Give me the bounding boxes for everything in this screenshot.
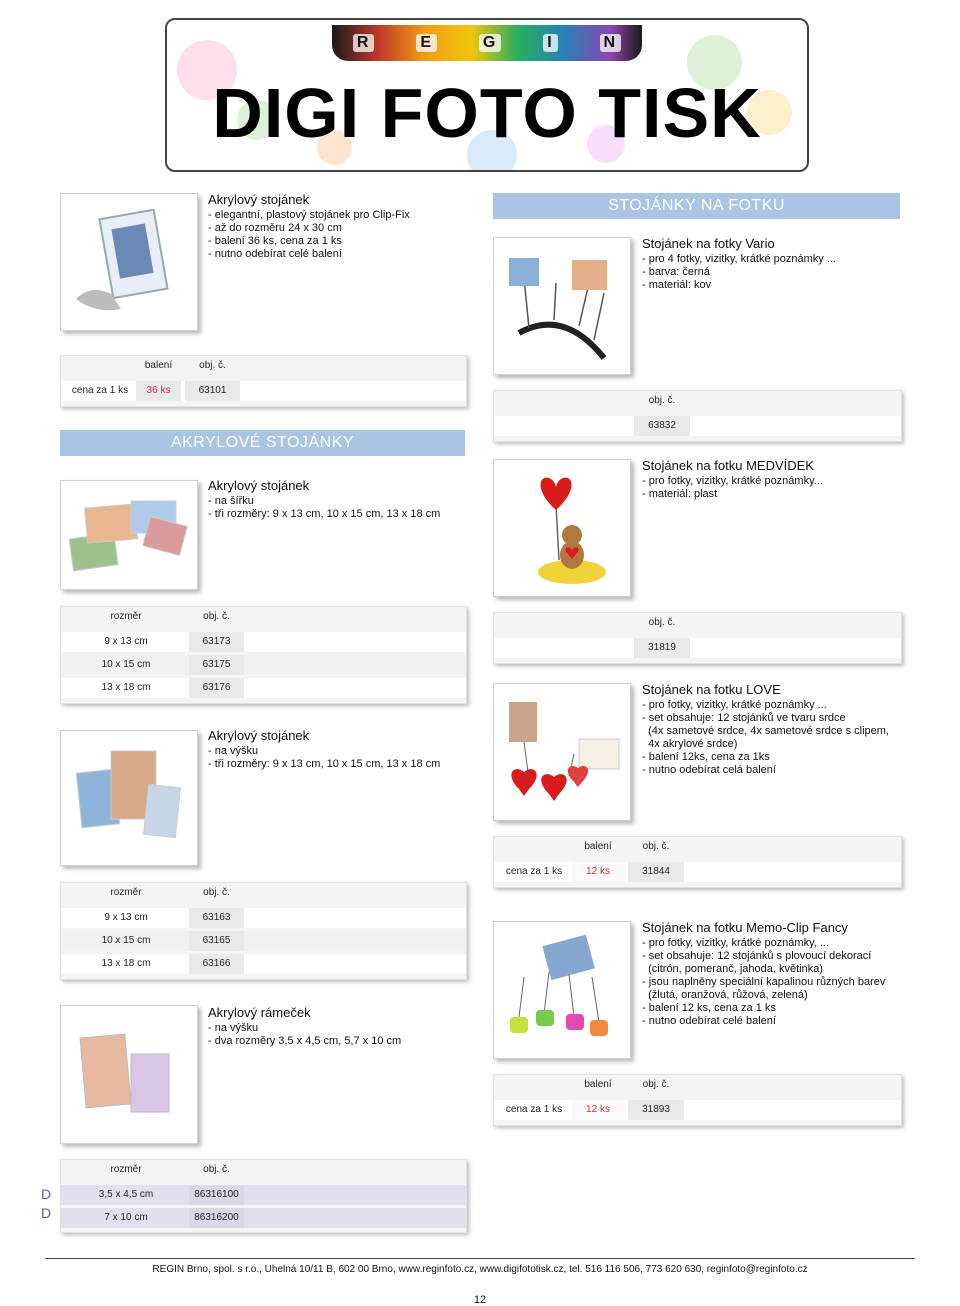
product-line: - tři rozměry: 9 x 13 cm, 10 x 15 cm, 13 x 18 cm [208,758,441,770]
pack-size: 36 ks [136,381,181,401]
product-line: - elegantní, plastový stojánek pro Clip-Fix [208,209,410,221]
product-clip-fix-text [208,192,488,261]
order-number: 63166 [189,954,244,974]
brand-letter: G [479,34,501,52]
table-row [61,1208,466,1228]
product-line: - pro fotky, vizitky, krátké poznámky... [642,475,823,487]
product-line: - nutno odebírat celé balení [208,248,342,260]
order-number: 86316100 [189,1185,244,1205]
table-header: balení [584,1079,612,1090]
order-number: 63163 [189,908,244,928]
product-title: Stojánek na fotku LOVE [642,682,781,697]
table-memo-clip [493,1074,902,1126]
table-header: obj. č. [199,360,226,371]
table-row [61,954,466,974]
brand-letter: I [543,34,557,52]
product-memo-clip-text [642,920,922,1028]
product-line: - pro fotky, vizitky, krátké poznámky ... [642,699,827,711]
table-header: obj. č. [642,841,670,852]
product-line: - balení 36 ks, cena za 1 ks [208,235,342,247]
product-title: Akrylový stojánek [208,192,310,207]
product-image-portrait-stand [60,730,198,866]
table-header: obj. č. [648,617,676,628]
size-cell: 9 x 13 cm [104,912,148,923]
footer-divider [45,1258,915,1259]
page-number: 12 [473,1294,487,1306]
table-row [61,678,466,698]
size-cell: 13 x 18 cm [101,682,151,693]
product-title: Stojánek na fotku Memo-Clip Fancy [642,920,848,935]
product-title: Akrylový rámeček [208,1005,311,1020]
table-row [61,655,466,675]
table-row [494,638,901,658]
order-number: 63173 [189,632,244,652]
product-line: - set obsahuje: 12 stojánků ve tvaru srdce [642,712,846,724]
table-row [494,862,901,882]
table-medvidek [493,612,902,664]
product-love-text [642,682,912,777]
product-line: - jsou naplněny speciální kapalinou různých barev [642,976,886,988]
row-label: cena za 1 ks [71,385,129,396]
product-line: 4x akrylové srdce) [642,738,738,750]
table-header: obj. č. [203,611,230,622]
product-line: - nutno odebírat celé balení [642,1015,776,1027]
row-label: cena za 1 ks [505,1104,563,1115]
product-line: (4x sametové srdce, 4x sametové srdce s clipem, [642,725,889,737]
product-line: - pro fotky, vizitky, krátké poznámky, ... [642,937,830,949]
product-title: Stojánek na fotku MEDVÍDEK [642,458,814,473]
table-header: obj. č. [648,395,676,406]
product-image-vario [493,237,631,375]
table-row [61,381,466,401]
product-line: - nutno odebírat celá balení [642,764,776,776]
table-landscape-stand [60,606,467,704]
pack-size: 12 ks [572,1100,624,1120]
size-cell: 7 x 10 cm [104,1212,148,1223]
product-line: - na výšku [208,1022,259,1034]
product-line: - balení 12ks, cena za 1ks [642,751,770,763]
table-header: balení [584,841,612,852]
product-vario-text [642,236,912,292]
table-header: rozměr [110,1164,142,1175]
section-header-stojanky-na-fotku: STOJÁNKY NA FOTKU [493,193,900,219]
product-line: - na šířku [208,495,254,507]
product-title: Akrylový stojánek [208,478,310,493]
table-header: obj. č. [642,1079,670,1090]
table-row [61,908,466,928]
size-cell: 10 x 15 cm [101,659,151,670]
product-line: - až do rozměru 24 x 30 cm [208,222,342,234]
brand-letter: N [600,34,622,52]
product-image-memo-clip [493,921,631,1059]
product-landscape-text [208,478,488,521]
product-line: - materiál: plast [642,488,718,500]
product-portrait-text [208,728,488,771]
table-header: rozměr [110,887,142,898]
product-line: - set obsahuje: 12 stojánků s plovoucí dekorací [642,950,872,962]
product-title: Akrylový stojánek [208,728,310,743]
table-clip-fix [60,355,467,407]
table-vario [493,390,902,442]
order-number: 86316200 [189,1208,244,1228]
product-frame-text [208,1005,488,1048]
pack-size: 12 ks [572,862,624,882]
order-number: 31893 [628,1100,684,1120]
order-number: 63176 [189,678,244,698]
product-line: (citrón, pomeranč, jahoda, květinka) [642,963,823,975]
product-image-acrylic-frame [60,1005,198,1144]
banner-title: DIGI FOTO TISK [212,74,762,152]
product-line: - balení 12 ks, cena za 1 ks [642,1002,776,1014]
product-image-love [493,683,631,821]
brand-letter: E [416,34,437,52]
order-number: 31819 [634,638,690,658]
order-number: 63832 [634,416,690,436]
table-header: rozměr [110,611,142,622]
table-row [61,1185,466,1205]
table-acrylic-frame [60,1159,467,1233]
section-header-akrylove-stojanky: AKRYLOVÉ STOJÁNKY [60,430,465,456]
product-image-clip-fix-stand [60,193,198,331]
product-image-medvidek [493,459,631,597]
row-label: cena za 1 ks [505,866,563,877]
size-cell: 13 x 18 cm [101,958,151,969]
table-row [61,632,466,652]
product-title: Stojánek na fotky Vario [642,236,775,251]
product-line: - dva rozměry 3,5 x 4,5 cm, 5,7 x 10 cm [208,1035,402,1047]
product-medvidek-text [642,458,912,501]
size-cell: 10 x 15 cm [101,935,151,946]
table-row [494,416,901,436]
order-number: 63175 [189,655,244,675]
brand-letter: R [353,34,375,52]
product-line: - tři rozměry: 9 x 13 cm, 10 x 15 cm, 13 x 18 cm [208,508,441,520]
product-line: (žlutá, oranžová, růžová, zelená) [642,989,808,1001]
order-number: 63165 [189,931,244,951]
size-cell: 9 x 13 cm [104,636,148,647]
product-line: - na výšku [208,745,259,757]
header-banner [165,18,809,172]
brand-logo-strip [332,25,642,61]
table-row [494,1100,901,1120]
product-line: - barva: černá [642,266,710,278]
footer-contact: REGIN Brno, spol. s r.o., Uhelná 10/11 B, 602 00 Brno, www.reginfoto.cz, www.digifototisk.cz, tel. 516 116 506, 773 620 630, reginfoto@reginfoto.cz [152,1264,808,1275]
table-header: balení [144,360,173,371]
product-line: - pro 4 fotky, vizitky, krátké poznámky ... [642,253,836,265]
table-portrait-stand [60,882,467,980]
table-love [493,836,902,888]
size-cell: 3,5 x 4,5 cm [98,1189,154,1200]
table-row [61,931,466,951]
table-header: obj. č. [203,887,230,898]
table-header: obj. č. [203,1164,230,1175]
availability-mark: D [41,1186,52,1202]
order-number: 31844 [628,862,684,882]
product-line: - materiál: kov [642,279,712,291]
availability-mark: D [41,1205,52,1221]
product-image-landscape-stand [60,480,198,590]
order-number: 63101 [185,381,240,401]
